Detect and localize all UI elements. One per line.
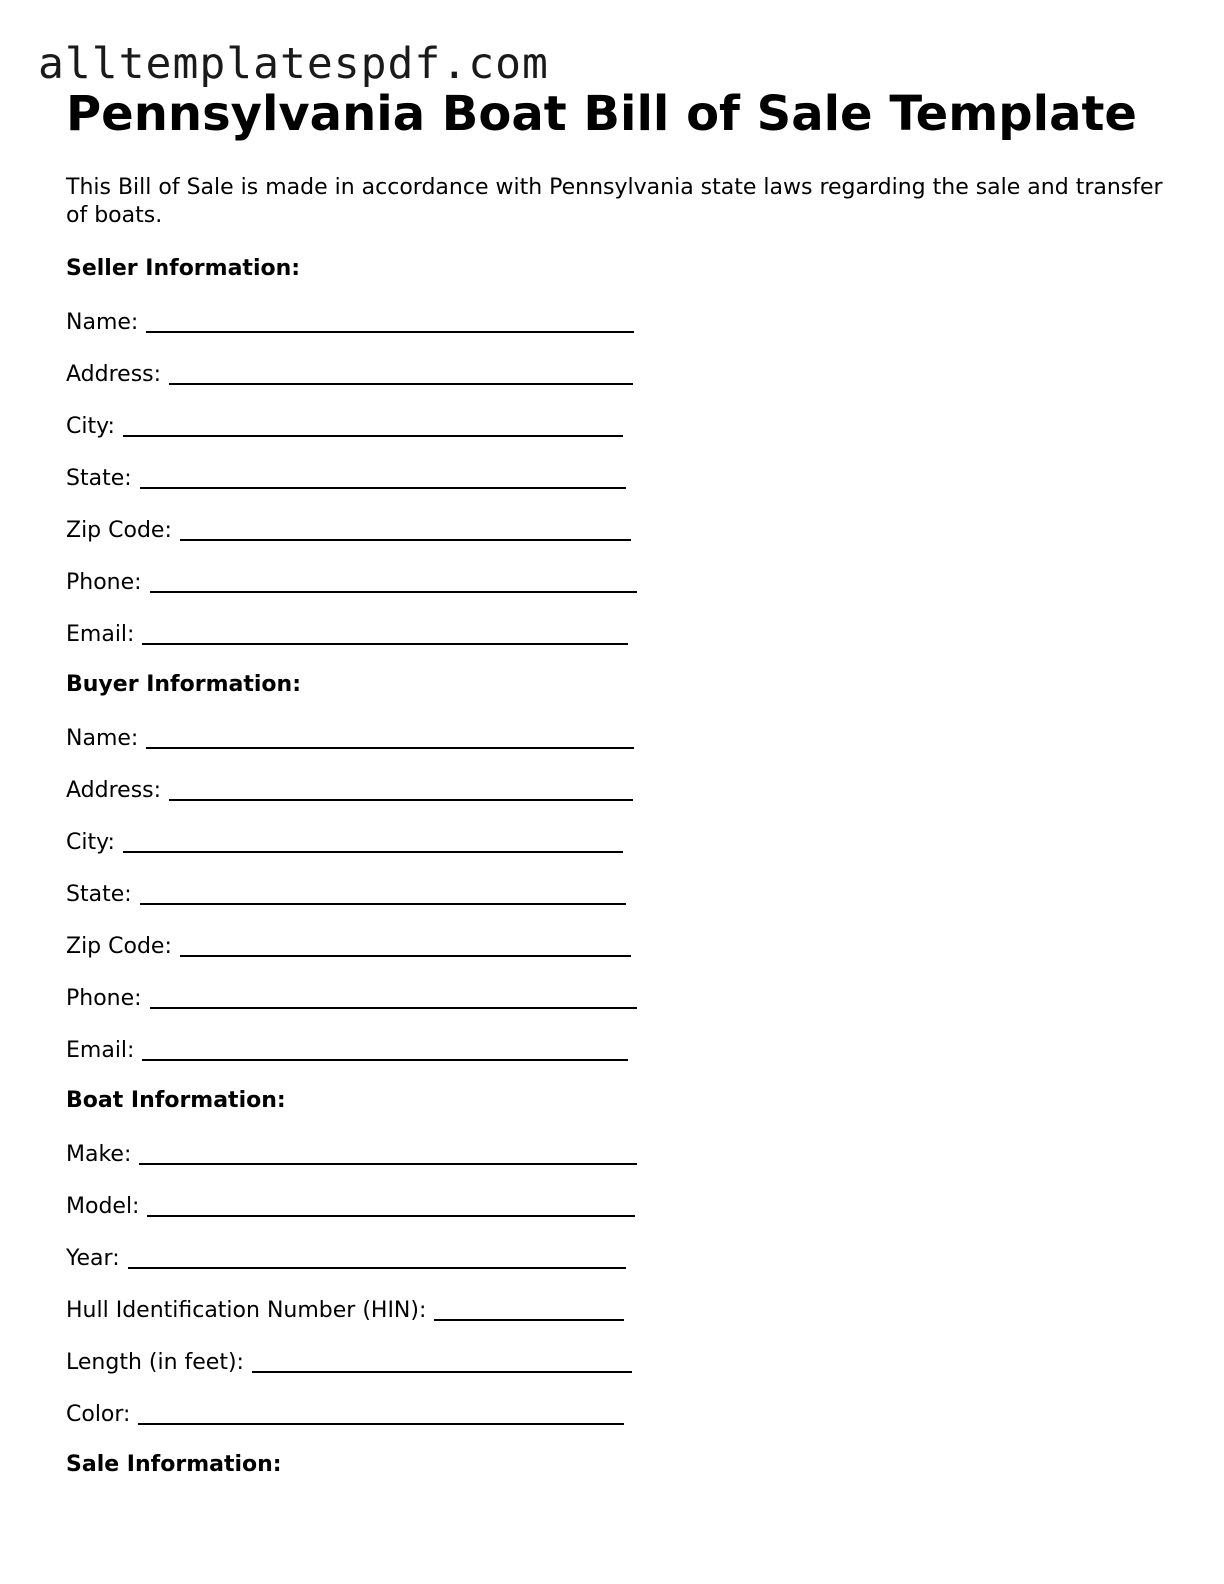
- boat-year-blank[interactable]: [128, 1247, 626, 1269]
- seller-name-blank[interactable]: [146, 311, 634, 333]
- seller-state-field: [66, 463, 626, 493]
- seller-zip-field: [66, 515, 631, 545]
- seller-address-label: Address:: [66, 362, 162, 387]
- buyer-address-label: Address:: [66, 778, 162, 803]
- seller-phone-blank[interactable]: [150, 571, 637, 593]
- boat-make-field: [66, 1139, 637, 1169]
- boat-year-label: Year:: [66, 1246, 120, 1271]
- intro-paragraph: This Bill of Sale is made in accordance with Pennsylvania state laws regarding the sale and transfer of boats.: [66, 175, 1163, 228]
- boat-color-label: Color:: [66, 1402, 131, 1427]
- seller-address-blank[interactable]: [169, 363, 633, 385]
- boat-length-label: Length (in feet):: [66, 1350, 244, 1375]
- seller-state-blank[interactable]: [140, 467, 626, 489]
- boat-color-field: [66, 1399, 624, 1429]
- watermark: alltemplatespdf.com: [38, 39, 549, 89]
- seller-state-label: State:: [66, 466, 132, 491]
- seller-city-field: [66, 411, 623, 441]
- buyer-address-field: [66, 775, 633, 805]
- buyer-section-heading: Buyer Information:: [66, 672, 301, 697]
- seller-city-blank[interactable]: [123, 415, 623, 437]
- buyer-email-field: [66, 1035, 628, 1065]
- buyer-zip-field: [66, 931, 631, 961]
- buyer-city-blank[interactable]: [123, 831, 623, 853]
- buyer-state-blank[interactable]: [140, 883, 626, 905]
- boat-year-field: [66, 1243, 626, 1273]
- buyer-phone-label: Phone:: [66, 986, 142, 1011]
- buyer-name-label: Name:: [66, 726, 139, 751]
- boat-model-field: [66, 1191, 635, 1221]
- seller-address-field: [66, 359, 633, 389]
- buyer-phone-field: [66, 983, 637, 1013]
- seller-phone-field: [66, 567, 637, 597]
- buyer-phone-blank[interactable]: [150, 987, 637, 1009]
- boat-make-label: Make:: [66, 1142, 132, 1167]
- buyer-name-blank[interactable]: [146, 727, 634, 749]
- boat-length-field: [66, 1347, 632, 1377]
- boat-hin-field: [66, 1295, 624, 1325]
- seller-email-label: Email:: [66, 622, 135, 647]
- seller-city-label: City:: [66, 414, 115, 439]
- sale-section-heading: Sale Information:: [66, 1452, 282, 1477]
- buyer-city-field: [66, 827, 623, 857]
- buyer-name-field: [66, 723, 634, 753]
- boat-length-blank[interactable]: [252, 1351, 632, 1373]
- buyer-zip-label: Zip Code:: [66, 934, 172, 959]
- seller-email-field: [66, 619, 628, 649]
- boat-model-label: Model:: [66, 1194, 140, 1219]
- seller-name-field: [66, 307, 634, 337]
- buyer-zip-blank[interactable]: [180, 935, 631, 957]
- boat-hin-blank[interactable]: [434, 1299, 624, 1321]
- seller-phone-label: Phone:: [66, 570, 142, 595]
- buyer-city-label: City:: [66, 830, 115, 855]
- seller-zip-blank[interactable]: [180, 519, 631, 541]
- boat-color-blank[interactable]: [138, 1403, 624, 1425]
- buyer-state-field: [66, 879, 626, 909]
- buyer-email-label: Email:: [66, 1038, 135, 1063]
- buyer-email-blank[interactable]: [142, 1039, 628, 1061]
- boat-hin-label: Hull Identification Number (HIN):: [66, 1298, 427, 1323]
- boat-model-blank[interactable]: [147, 1195, 635, 1217]
- boat-section-heading: Boat Information:: [66, 1088, 286, 1113]
- seller-email-blank[interactable]: [142, 623, 628, 645]
- boat-make-blank[interactable]: [139, 1143, 637, 1165]
- buyer-address-blank[interactable]: [169, 779, 633, 801]
- buyer-state-label: State:: [66, 882, 132, 907]
- document-title: Pennsylvania Boat Bill of Sale Template: [66, 86, 1137, 142]
- seller-section-heading: Seller Information:: [66, 256, 301, 281]
- seller-name-label: Name:: [66, 310, 139, 335]
- seller-zip-label: Zip Code:: [66, 518, 172, 543]
